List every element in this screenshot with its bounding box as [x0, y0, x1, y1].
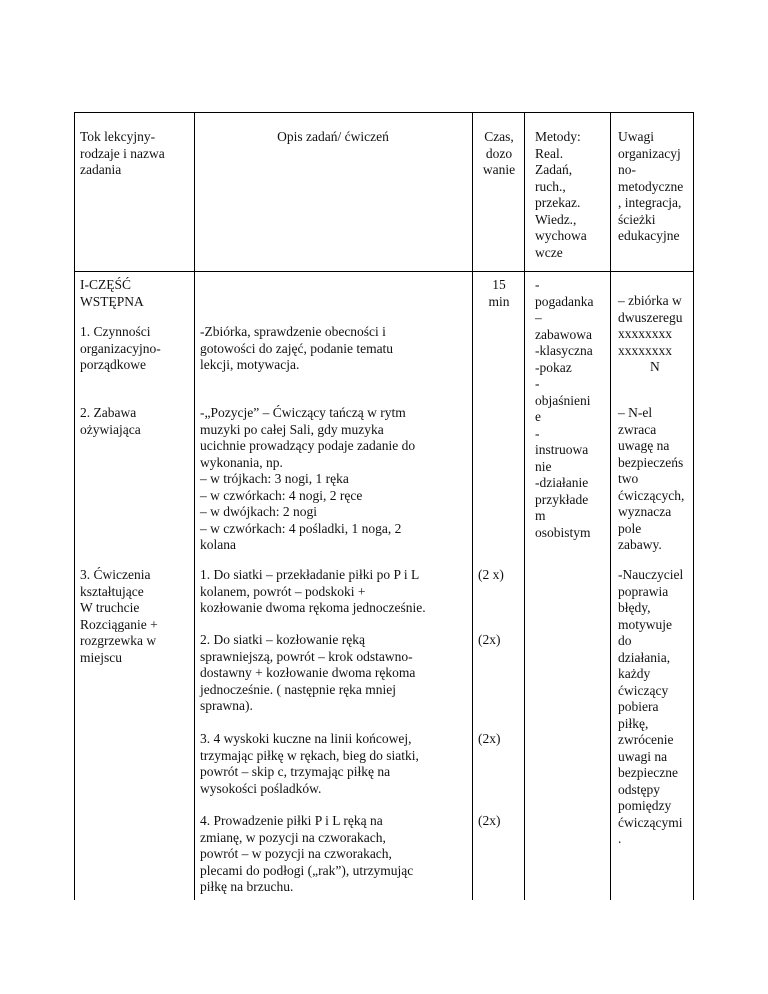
header-task-description: Opis zadań/ ćwiczeń: [277, 129, 389, 144]
notes-formation: – zbiórka w dwuszeregu xxxxxxxx xxxxxxxx: [618, 293, 683, 358]
exercise-1-time: (2 x): [478, 567, 504, 582]
task-desc-warmup-game: -„Pozycje” – Ćwiczący tańczą w rytm muzyki po całej Sali, gdy muzyka ucichnie prowadzący podaje zadanie do wykonania, np. – w trójkach: 3 nogi, 1 ręka – w czwórkach: 4 nogi, 2 ręce – w dwójkach: 2 nogi – w czwórkach: 4 pośladki, 1 noga, 2 kolana: [200, 405, 416, 552]
exercise-3-time: (2x): [478, 731, 501, 746]
exercise-2-time: (2x): [478, 632, 501, 647]
part-title: I-CZĘŚĆ WSTĘPNA: [80, 277, 144, 309]
exercise-4-time: (2x): [478, 813, 501, 828]
table-left-border: [74, 112, 75, 900]
col-divider-3: [524, 112, 525, 900]
task-name-organization: 1. Czynności organizacyjno- porządkowe: [80, 324, 161, 372]
task-desc-organization: -Zbiórka, sprawdzenie obecności i gotowości do zajęć, podanie tematu lekcji, motywacja.: [200, 324, 394, 372]
exercise-1-desc: 1. Do siatki – przekładanie piłki po P i L kolanem, powrót – podskoki + kozłowanie dwoma rękoma jednocześnie.: [200, 567, 426, 615]
header-time-dosage: Czas, dozo wanie: [482, 129, 516, 177]
notes-corrections: -Nauczyciel poprawia błędy, motywuje do działania, każdy ćwiczący pobiera piłkę, zwrócenie uwagi na bezpieczne odstępy pomiędzy ćwiczącymi .: [618, 567, 684, 846]
task-name-warmup-game: 2. Zabawa ożywiająca: [80, 405, 141, 437]
part-time: 15 min: [488, 277, 510, 309]
col-divider-4: [610, 112, 611, 900]
part-methods: - pogadanka – zabawowa -klasyczna -pokaz - objaśnieni e - instruowa nie -działanie przykłade m osobistym: [535, 277, 594, 540]
header-bottom-border: [74, 271, 693, 272]
header-notes: Uwagi organizacyj no- metodyczne , integracja, ścieżki edukacyjne: [618, 129, 684, 243]
header-methods: Metody: Real. Zadań, ruch., przekaz. Wiedz., wychowa wcze: [535, 129, 587, 260]
exercise-4-desc: 4. Prowadzenie piłki P i L ręką na zmianę, w pozycji na czworakach, powrót – w pozycji na czworakach, plecami do podłogi („rak”), utrzymując piłkę na brzuchu.: [200, 813, 414, 894]
notes-safety: – N-el zwraca uwagę na bezpieczeńs two ćwiczących, wyznacza pole zabawy.: [618, 405, 685, 552]
exercise-3-desc: 3. 4 wyskoki kuczne na linii końcowej, trzymając piłkę w rękach, bieg do siatki, powrót – skip c, trzymając piłkę na wysokości pośladków.: [200, 731, 419, 796]
exercise-2-desc: 2. Do siatki – kozłowanie ręką sprawniejszą, powrót – krok odstawno- dostawny + kozłowanie dwoma rękoma jednocześnie. ( następnie ręka mniej sprawna).: [200, 632, 416, 713]
task-name-shaping-exercises: 3. Ćwiczenia kształtujące W truchcie Rozciąganie + rozgrzewka w miejscu: [80, 567, 158, 665]
header-lesson-stage: Tok lekcyjny- rodzaje i nazwa zadania: [80, 129, 165, 177]
table-top-border: [74, 112, 693, 113]
notes-teacher-marker: N: [650, 359, 660, 374]
table-right-border: [693, 112, 694, 900]
col-divider-1: [194, 112, 195, 900]
col-divider-2: [472, 112, 473, 900]
